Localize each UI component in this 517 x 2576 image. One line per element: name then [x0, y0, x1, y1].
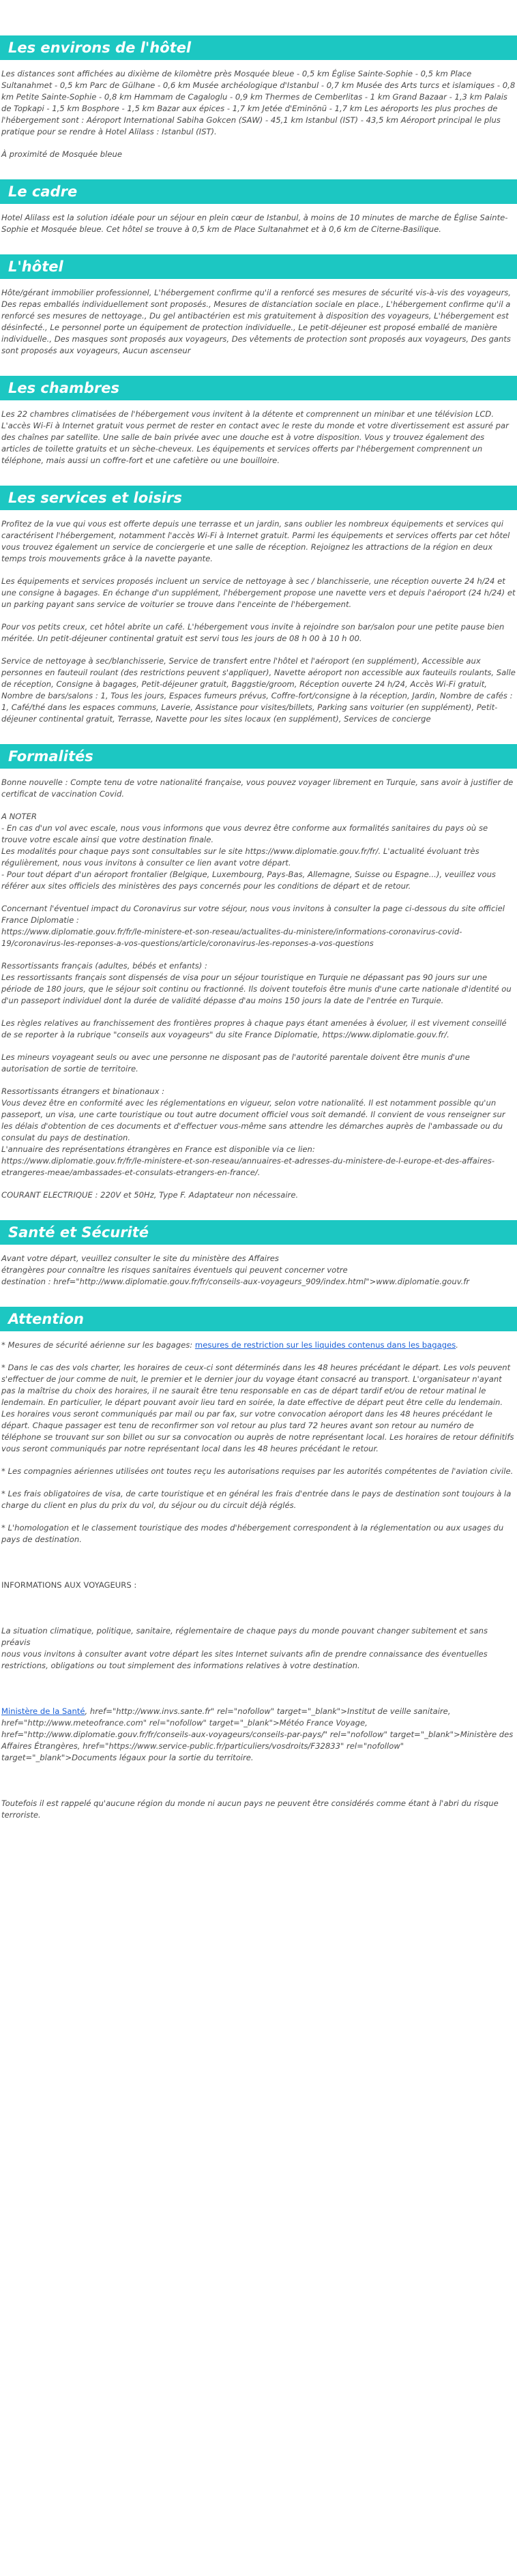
attention-baggage-prefix: * Mesures de sécurité aérienne sur les bagages:: [1, 1340, 195, 1350]
attention-baggage-suffix: .: [456, 1340, 458, 1350]
chambres-text: Les 22 chambres climatisées de l'hébergement vous invitent à la détente et comprennent un minibar et une télévision LCD. L'accès Wi-Fi à Internet gratuit vous permet de rester en contact avec le reste du monde et votre divertissement est assuré par des chaînes par satellite. Une salle de bain privée avec une douche est à votre disposition. Vous y trouvez également des articles de toilette gratuits et un sèche-cheveux. Les équipements et services offerts par l'hébergement comprennent un téléphone, mais aussi un coffre-fort et une cafetière ou une bouilloire.: [1, 409, 509, 465]
section-title-sante: Santé et Sécurité: [0, 1220, 517, 1245]
formalites-foreigners: Ressortissants étrangers et binationaux : Vous devez être en conformité avec les réglementations en vigueur, selon votre nationalité. Il est notamment possible qu'un passeport, un visa, une carte touristique ou tout autre document officiel vous soit demandé. Il convient de vous renseigner sur les délais d'obtention de ces documents et d'effectuer vous-même sans attendre les démarches auprès de l'ambassade ou du consulat du pays de destination. L'annuaire des représentations étrangères en France est disponible via ce lien: https://www.diplomatie.gouv.fr/fr/le-ministere-et-son-reseau/annuaires-et-adresses-du-ministere-de-l-europe-et-des-affaires-etrangeres-meae/ambassades-et-consulats-etrangers-en-france/.: [1, 1086, 505, 1177]
environs-distances: Les distances sont affichées au dixième de kilomètre près Mosquée bleue - 0,5 km Église Sainte-Sophie - 0,5 km Place Sultanahmet - 0,5 km Parc de Gülhane - 0,6 km Musée archéologique d'Istanbul - 0,7 km Musée des Arts turcs et islamiques - 0,8 km Petite Sainte-Sophie - 0,8 km Hammam de Cagaloglu - 0,9 km Thermes de Cemberlitas - 1 km Grand Bazaar - 1,3 km Palais de Topkapi - 1,5 km Bosphore - 1,5 km Bazar aux épices - 1,7 km Jetée d'Eminönü - 1,7 km Les aéroports les plus proches de l'hébergement sont : Aéroport International Sabiha Gokcen (SAW) - 45,1 km Istanbul (IST) - 43,5 km Aéroport principal le plus pratique pour se rendre à Hotel Alilass : Istanbul (IST).: [1, 69, 516, 136]
section-title-hotel: L'hôtel: [0, 254, 517, 279]
spacer: [0, 1556, 517, 1580]
services-text-2: Les équipements et services proposés incluent un service de nettoyage à sec / blanchisserie, une réception ouverte 24 h/24 et une consigne à bagages. En échange d'un supplément, l'hébergement propose une navette vers et depuis l'aéroport (24 h/24) et un parking payant sans service de voiturier se trouve dans l'enceinte de l'hébergement.: [1, 576, 516, 609]
formalites-intro: Bonne nouvelle : Compte tenu de votre nationalité française, vous pouvez voyager librement en Turquie, sans avoir à justifier de certificat de vaccination Covid.: [1, 778, 514, 799]
section-title-services: Les services et loisirs: [0, 486, 517, 510]
formalites-border-rules: Les règles relatives au franchissement des frontières propres à chaque pays étant amenées à évoluer, il est vivement conseillé de se reporter à la rubrique "conseils aux voyageurs" du site France Diplomatie, https://www.diplomatie.gouv.fr/.: [1, 1018, 507, 1039]
section-title-cadre: Le cadre: [0, 179, 517, 204]
attention-baggage-security: [0, 1339, 517, 1351]
spacer: [0, 1683, 517, 1706]
cadre-text: Hotel Alilass est la solution idéale pour un séjour en plein cœur de Istanbul, à moins de 10 minutes de marche de Église Sainte-Sophie et Mosquée bleue. Cet hôtel se trouve à 0,5 km de Place Sultanahmet et à 0,6 km de Citerne-Basilique.: [1, 213, 508, 234]
formalites-note: A NOTER - En cas d'un vol avec escale, nous vous informons que vous devrez être conforme aux formalités sanitaires du pays où se trouve votre escale ainsi que votre destination finale. Les modalités pour chaque pays sont consultables sur le site https://www.diplomatie.gouv.fr/fr/. L'actualité évoluant très régulièrement, nous vous invitons à consulter ce lien avant votre départ. - Pour tout départ d'un aéroport frontalier (Belgique, Luxembourg, Pays-Bas, Allemagne, Suisse ou Espagne...), veuillez vous référer aux sites officiels des ministères des pays concernés pour les conditions de départ et de retour.: [1, 812, 496, 891]
services-list: Service de nettoyage à sec/blanchisserie, Service de transfert entre l'hôtel et l'aéroport (en supplément), Accessible aux personnes en fauteuil roulant (des restrictions peuvent s'appliquer), Navette aéroport non accessible aux fauteuils roulants, Salle de réception, Consigne à bagages, Petit-déjeuner gratuit, Baggstie/groom, Réception ouverte 24 h/24, Accès Wi-Fi gratuit, Nombre de bars/salons : 1, Tous les jours, Espaces fumeurs prévus, Coffre-fort/consigne à la réception, Jardin, Nombre de cafés : 1, Café/thé dans les espaces communs, Laverie, Assistance pour visites/billets, Parking sans voiturier (en supplément), Petit-déjeuner continental gratuit, Terrasse, Navette pour les sites locaux (en supplément), Services de concierge: [1, 656, 516, 724]
attention-airlines: * Les compagnies aériennes utilisées ont toutes reçu les autorisations requises par les autorités compétentes de l'aviation civile.: [1, 1466, 514, 1476]
services-text-1: Profitez de la vue qui vous est offerte depuis une terrasse et un jardin, sans oublier les nombreux équipements et services qui caractérisent l'hébergement, notamment l'accès Wi-Fi à Internet gratuit. Parmi les équipements et services offerts par cet hôtel vous trouvez également un service de conciergerie et une salle de réception. Rejoignez les attractions de la région en deux temps trois mouvements grâce à la navette payante.: [1, 519, 510, 563]
section-title-chambres: Les chambres: [0, 376, 517, 400]
formalites-electricity: COURANT ELECTRIQUE : 220V et 50Hz, Type F. Adaptateur non nécessaire.: [1, 1190, 299, 1200]
services-text-3: Pour vos petits creux, cet hôtel abrite un café. L'hébergement vous invite à rejoindre son bar/salon pour une petite pause bien méritée. Un petit-déjeuner continental gratuit est servi tous les jours de 08 h 00 à 10 h 00.: [1, 622, 505, 643]
attention-classification: * L'homologation et le classement touristique des modes d'hébergement correspondent à la réglementation ou aux usages du pays de destination.: [1, 1523, 504, 1544]
spacer: [0, 1602, 517, 1625]
section-title-attention: Attention: [0, 1307, 517, 1331]
attention-charter-flights: * Dans le cas des vols charter, les horaires de ceux-ci sont déterminés dans les 48 heures précédant le départ. Les vols peuvent s'effectuer de jour comme de nuit, le premier et le dernier jour du voyage étant consacré au transport. L'organisateur n'ayant pas la maîtrise du choix des horaires, il ne saurait être tenu responsable en cas de départ tardif et/ou de retour matinal le lendemain. En particulier, le départ pouvant avoir lieu tard en soirée, la date effective de départ peut être celle du lendemain. Les horaires vous seront communiqués par mail ou par fax, sur votre convocation aéroport dans les 48 heures précédant le départ. Chaque passager est tenu de reconfirmer son vol retour au plus tard 72 heures avant son retour au numéro de téléphone se trouvant sur son billet ou sur sa convocation ou auprès de notre représentant local. Les horaires de retour définitifs vous seront communiqués par notre représentant local dans les 48 heures précédant le retour.: [1, 1363, 514, 1453]
ministere-sante-link[interactable]: Ministère de la Santé: [1, 1706, 85, 1716]
attention-climate-info: La situation climatique, politique, sanitaire, réglementaire de chaque pays du monde pouvant changer subitement et sans préavis nous vous invitons à consulter avant votre départ les sites Internet suivants afin de prendre connaissance des éventuelles restrictions, obligations ou tout simplement des informations relatives à votre destination.: [1, 1626, 488, 1670]
formalites-minors: Les mineurs voyageant seuls ou avec une personne ne disposant pas de l'autorité parentale doivent être munis d'une autorisation de sortie de territoire.: [1, 1052, 470, 1074]
attention-links: [0, 1706, 517, 1764]
spacer: [0, 1775, 517, 1798]
section-title-environs: Les environs de l'hôtel: [0, 35, 517, 60]
environs-nearby: À proximité de Mosquée bleue: [1, 149, 122, 159]
attention-links-rest: , href="http://www.invs.sante.fr" rel="nofollow" target="_blank">Institut de veille sanitaire, href="http://www.meteofrance.com" rel="nofollow" target="_blank">Météo France Voyage, href="http://www.diplomatie.gouv.fr/fr/conseils-aux-voyageurs/conseils-par-pays/" rel="nofollow" target="_blank">Ministère des Affaires Étrangères, href="https://www.service-public.fr/particuliers/vosdroits/F32833" rel="nofollow" target="_blank">Documents légaux pour la sortie du territoire.: [1, 1706, 514, 1762]
liquids-restriction-link[interactable]: mesures de restriction sur les liquides contenus dans les bagages: [194, 1340, 456, 1350]
attention-info-heading: INFORMATIONS AUX VOYAGEURS :: [1, 1580, 137, 1590]
attention-terrorism: Toutefois il est rappelé qu'aucune région du monde ni aucun pays ne peuvent être considérés comme étant à l'abri du risque terroriste.: [1, 1798, 499, 1820]
attention-visa-fees: * Les frais obligatoires de visa, de carte touristique et en général les frais d'entrée dans le pays de destination sont toujours à la charge du client en plus du prix du vol, du séjour ou du circuit déjà réglés.: [1, 1489, 512, 1510]
formalites-french-nationals: Ressortissants français (adultes, bébés et enfants) : Les ressortissants français sont dispensés de visa pour un séjour touristique en Turquie ne dépassant pas 90 jours sur une période de 180 jours, que le séjour soit continu ou fractionné. Ils doivent toutefois être munis d'une carte nationale d'identité ou d'un passeport individuel dont la durée de validité dépasse d'au moins 150 jours la date de l'entrée en Turquie.: [1, 961, 512, 1005]
hotel-text: Hôte/gérant immobilier professionnel, L'hébergement confirme qu'il a renforcé ses mesures de sécurité vis-à-vis des voyageurs, Des repas emballés individuellement sont proposés., Mesures de distanciation sociale en place., L'hébergement confirme qu'il a renforcé ses mesures de nettoyage., Du gel antibactérien est mis gratuitement à disposition des voyageurs, L'hébergement est désinfecté., Le personnel porte un équipement de protection individuelle., Le petit-déjeuner est proposé emballé de manière individuelle., Des masques sont proposés aux voyageurs, Des vêtements de protection sont proposés aux voyageurs, Des gants sont proposés aux voyageurs, Aucun ascenseur: [1, 288, 511, 355]
formalites-coronavirus: Concernant l'éventuel impact du Coronavirus sur votre séjour, nous vous invitons à consulter la page ci-dessous du site officiel France Diplomatie : https://www.diplomatie.gouv.fr/fr/le-ministere-et-son-reseau/actualites-du-ministere/informations-coronavirus-covid-19/coronavirus-les-reponses-a-vos-questions/article/coronavirus-les-reponses-a-vos-questions: [1, 904, 505, 948]
section-title-formalites: Formalités: [0, 744, 517, 769]
sante-text: Avant votre départ, veuillez consulter le site du ministère des Affaires étrangères pour connaître les risques sanitaires éventuels qui peuvent concerner votre destination : href="http://www.diplomatie.gouv.fr/fr/conseils-aux-voyageurs_909/index.html">www.diplomatie.gouv.fr: [1, 1254, 470, 1286]
